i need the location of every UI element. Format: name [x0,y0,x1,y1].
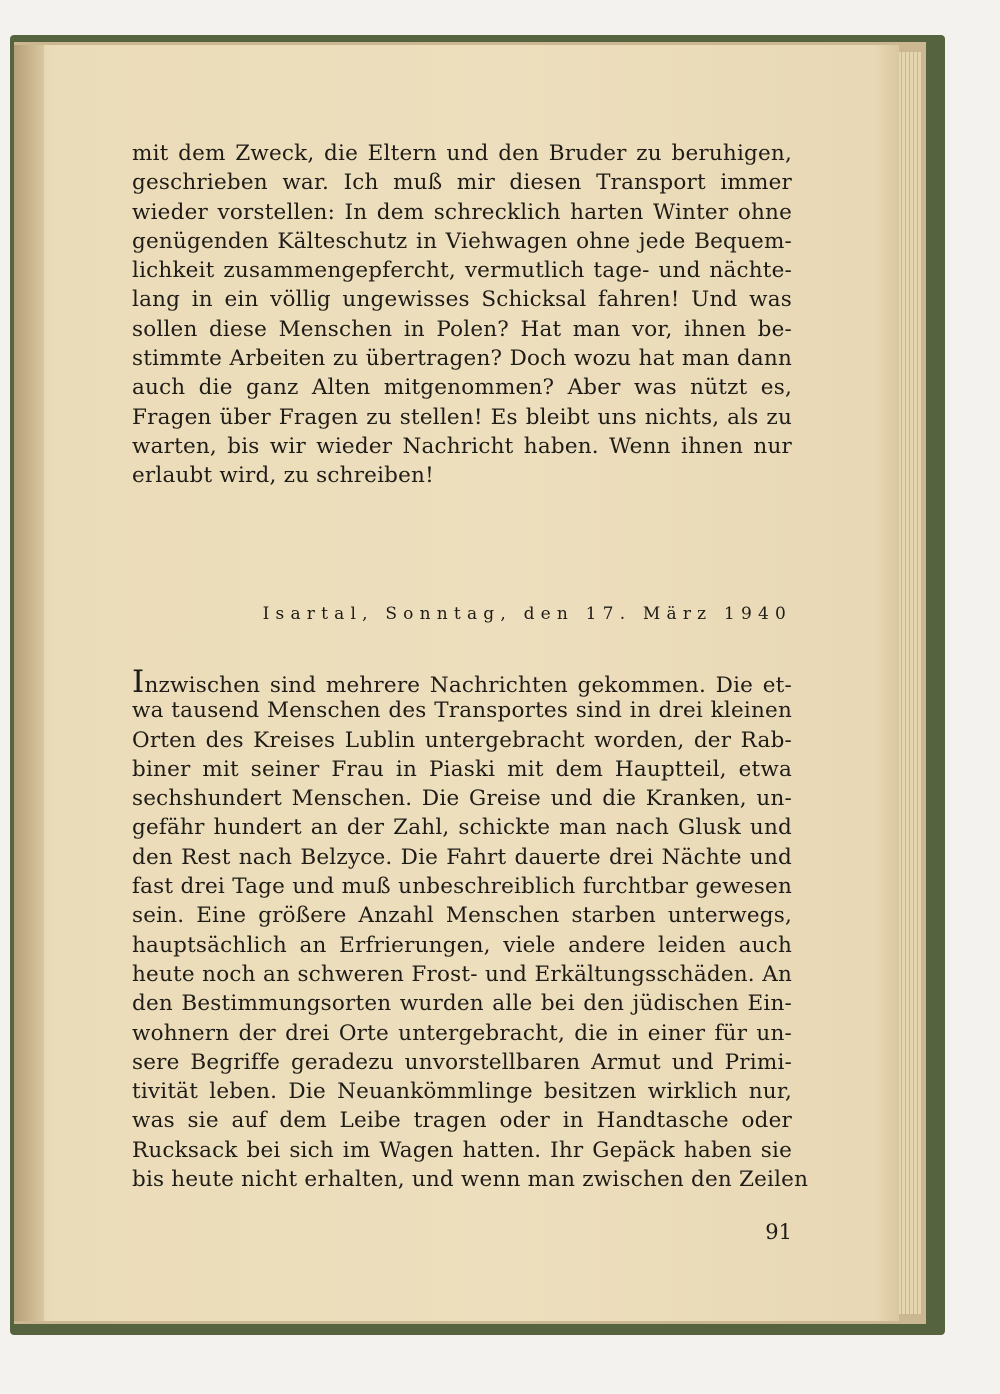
text-line: lichkeit zusammengepfercht, vermutlich tage- und nächte- [132,258,792,284]
text-line: hauptsächlich an Erfrierungen, viele andere leiden auch [132,932,792,958]
text-line: tivität leben. Die Neuankömmlinge besitzen wirklich nur, [132,1079,792,1105]
text-line: bis heute nicht erhalten, und wenn man zwischen den Zeilen [132,1167,809,1193]
text-line: wieder vorstellen: In dem schrecklich harten Winter ohne [132,199,792,225]
paragraph-1 [132,139,792,491]
text-line: heute noch an schweren Frost- und Erkältungsschäden. An [132,961,792,987]
text-line: lang in ein völlig ungewisses Schicksal fahren! Und was [132,287,792,313]
drop-cap: I [132,664,145,700]
text-line: Rucksack bei sich im Wagen hatten. Ihr Gepäck haben sie [132,1137,792,1163]
text-line: genügenden Kälteschutz in Viehwagen ohne jede Bequem- [132,228,792,254]
text-line: geschrieben war. Ich muß mir diesen Transport immer [132,170,792,196]
first-line-text: nzwischen sind mehrere Nachrichten gekommen. Die et- [144,673,792,698]
text-line-first [132,664,792,700]
text-line: mit dem Zweck, die Eltern und den Bruder zu beruhigen, [132,141,792,166]
text-line: sechshundert Menschen. Die Greise und die Kranken, un- [132,786,792,812]
text-line: wa tausend Menschen des Transportes sind in drei kleinen [132,698,792,724]
text-line: den Bestimmungsorten wurden alle bei den jüdischen Ein- [132,991,792,1017]
text-line: Orten des Kreises Lublin untergebracht worden, der Rab- [132,727,792,753]
text-line: fast drei Tage und muß unbeschreiblich furchtbar gewesen [132,874,792,900]
text-line: biner mit seiner Frau in Piaski mit dem Hauptteil, etwa [132,756,792,782]
text-line: auch die ganz Alten mitgenommen? Aber was nützt es, [132,375,792,401]
text-line: sollen diese Menschen in Polen? Hat man vor, ihnen be- [132,316,792,342]
text-line: warten, bis wir wieder Nachricht haben. Wenn ihnen nur [132,433,792,459]
page-binding-shadow [14,45,44,1321]
text-line: sere Begriffe geradezu unvorstellbaren Armut und Primi- [132,1049,792,1075]
text-line: den Rest nach Belzyce. Die Fahrt dauerte drei Nächte und [132,844,792,870]
paragraph-2 [132,664,809,1194]
diary-entry-heading: Isartal, Sonntag, den 17. März 1940 [262,604,792,624]
text-line: was sie auf dem Leibe tragen oder in Handtasche oder [132,1108,792,1134]
text-line: sein. Eine größere Anzahl Menschen starben unterwegs, [132,903,792,929]
text-line: Fragen über Fragen zu stellen! Es bleibt uns nichts, als zu [132,404,792,430]
text-line: gefähr hundert an der Zahl, schickte man nach Glusk und [132,815,792,841]
page-number: 91 [765,1220,792,1244]
text-line: wohnern der drei Orte untergebracht, die in einer für un- [132,1020,792,1046]
text-line: erlaubt wird, zu schreiben! [132,463,434,489]
text-line: stimmte Arbeiten zu übertragen? Doch wozu hat man dann [132,346,792,372]
